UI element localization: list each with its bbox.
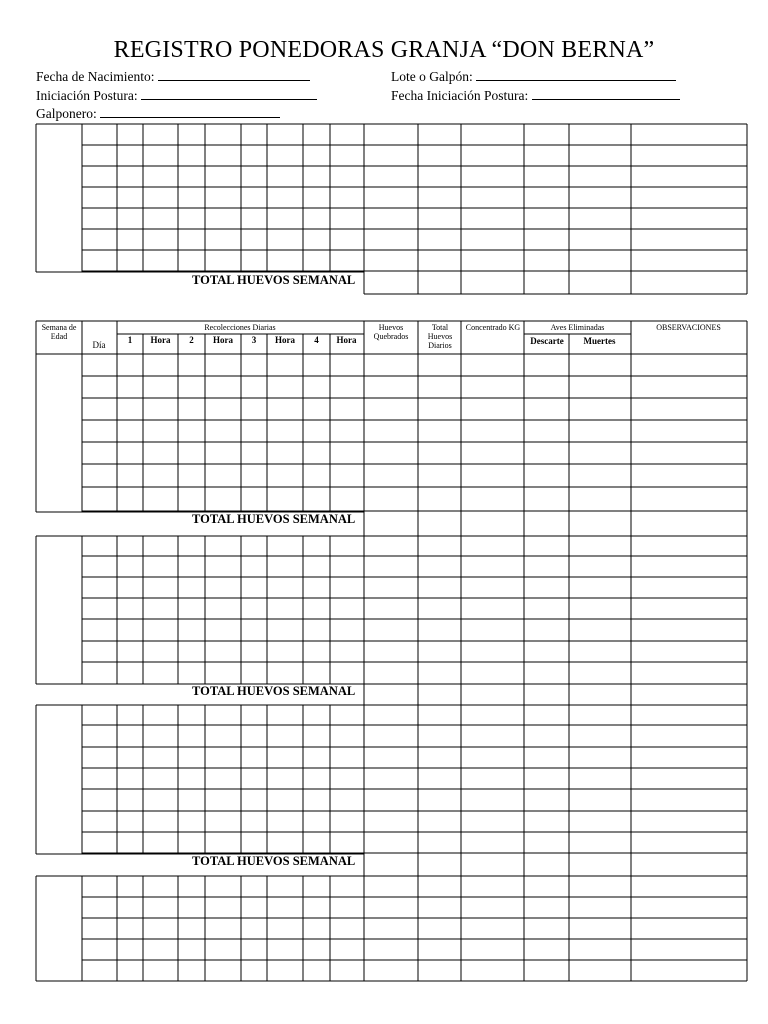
header-muertes: Muertes: [583, 336, 616, 346]
header-dia: Día: [92, 340, 106, 350]
header-hora-3: Hora: [275, 335, 295, 345]
header-huevos-quebrados: Huevos Quebrados: [373, 323, 409, 341]
header-col-4: 4: [314, 335, 319, 345]
fecha-iniciacion-postura-label: Fecha Iniciación Postura:: [391, 88, 529, 103]
lote-galpon-label: Lote o Galpón:: [391, 69, 473, 84]
header-col-2: 2: [189, 335, 194, 345]
total-label-week-1: TOTAL HUEVOS SEMANAL: [192, 273, 356, 287]
header-observaciones: OBSERVACIONES: [656, 323, 721, 332]
header-recolecciones: Recolecciones Diarias: [204, 323, 276, 332]
header-col-1: 1: [127, 335, 133, 345]
total-label-week-3: TOTAL HUEVOS SEMANAL: [192, 684, 356, 698]
header-hora-2: Hora: [213, 335, 233, 345]
iniciacion-postura-label: Iniciación Postura:: [36, 88, 138, 103]
total-label-week-4: TOTAL HUEVOS SEMANAL: [192, 854, 356, 868]
header-hora-4: Hora: [336, 335, 357, 345]
total-label-week-2: TOTAL HUEVOS SEMANAL: [192, 512, 356, 526]
fecha-nacimiento-label: Fecha de Nacimiento:: [36, 69, 155, 84]
header-col-3: 3: [251, 335, 257, 345]
header-total-huevos-diarios: Total Huevos Diarios: [427, 323, 453, 350]
header-concentrado: Concentrado KG: [465, 323, 521, 332]
header-hora-1: Hora: [150, 335, 171, 345]
document-title: REGISTRO PONEDORAS GRANJA “DON BERNA”: [113, 37, 655, 63]
header-semana-edad: Semana de Edad: [41, 323, 77, 341]
header-descarte: Descarte: [530, 336, 564, 346]
header-aves-eliminadas: Aves Eliminadas: [550, 323, 605, 332]
galponero-label: Galponero:: [36, 106, 97, 121]
